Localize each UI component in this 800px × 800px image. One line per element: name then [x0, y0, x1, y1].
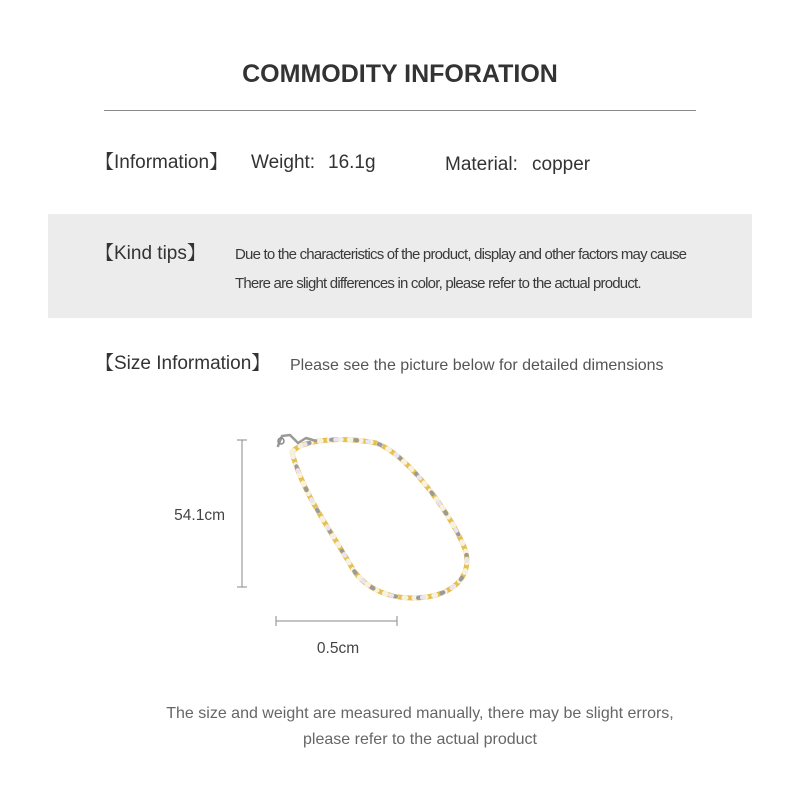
size-information-text: Please see the picture below for detailed dimensions	[290, 357, 664, 374]
information-label: 【Information】	[95, 152, 229, 173]
size-information-label: 【Size Information】	[95, 353, 271, 374]
weight-value: 16.1g	[328, 152, 376, 173]
length-dimension-line	[237, 440, 247, 587]
material-value: copper	[532, 154, 591, 175]
footer-note-line-2: please refer to the actual product	[303, 731, 537, 748]
kind-tips-line-2: There are slight differences in color, please refer to the actual product.	[235, 275, 641, 292]
title-divider	[104, 110, 696, 111]
material-label: Material:	[445, 154, 518, 175]
width-label: 0.5cm	[316, 640, 360, 657]
page-title: COMMODITY INFORATION	[242, 60, 558, 88]
weight-label: Weight:	[251, 152, 316, 173]
width-dimension-line	[276, 616, 397, 626]
kind-tips-line-1: Due to the characteristics of the product, display and other factors may cause	[235, 246, 687, 263]
kind-tips-label: 【Kind tips】	[95, 243, 206, 264]
footer-note-line-1: The size and weight are measured manually, there may be slight errors,	[166, 705, 674, 722]
kind-tips-band	[48, 214, 752, 318]
length-label: 54.1cm	[174, 507, 225, 524]
necklace-image	[278, 435, 467, 598]
